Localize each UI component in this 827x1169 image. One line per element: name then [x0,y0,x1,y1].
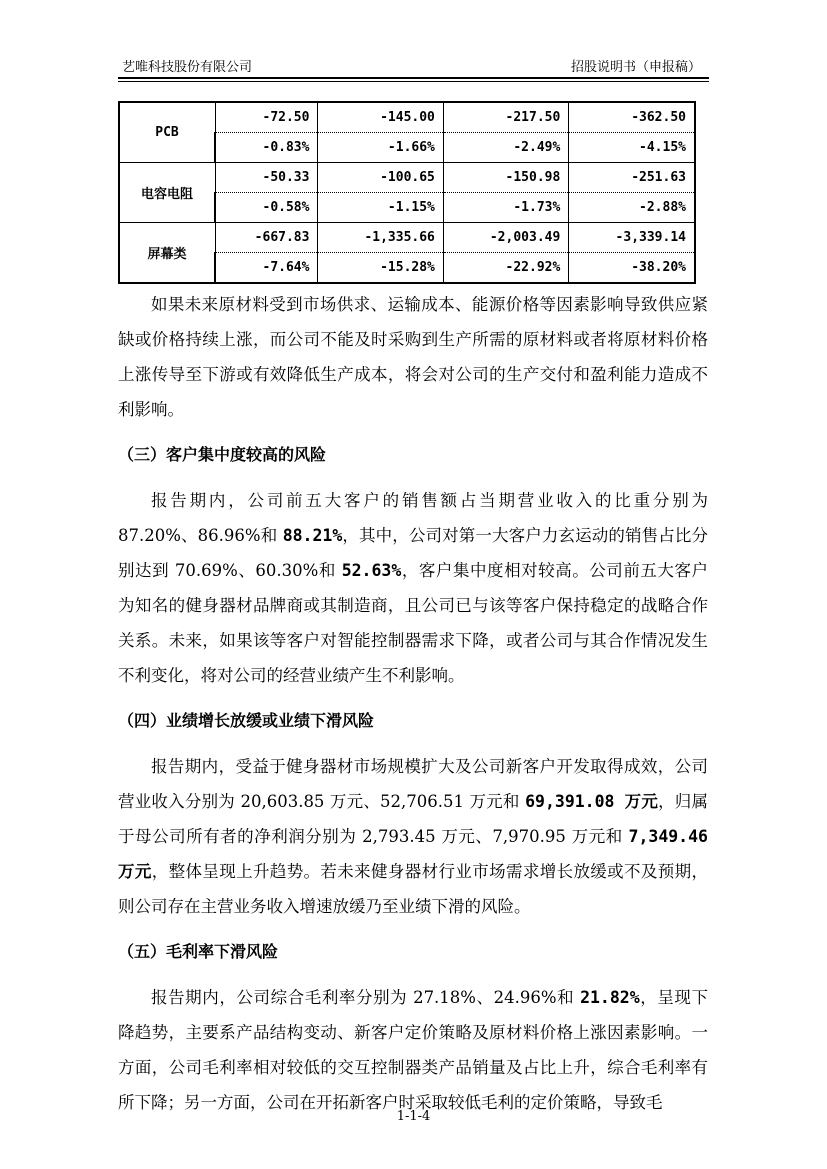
text-run: 报告期内，公司前五大客户的销售额占当期营业收入的比重分别为 87.20%、86.96%和 [118,491,708,545]
table-cell: -667.83 [215,223,318,253]
table-cell: -7.64% [215,253,318,284]
table-cell: -2,003.49 [443,223,568,253]
table-cell: -145.00 [318,102,443,133]
table-row [119,163,695,193]
table-cell: -251.63 [569,163,695,193]
row-label: 电容电阻 [119,163,215,223]
text-bold: 7,349.46 万元 [118,827,708,881]
body-text [118,287,708,1120]
paragraph-raw-material: 如果未来原材料受到市场供求、运输成本、能源价格等因素影响导致供应紧缺或价格持续上涨，而公司不能及时采购到生产所需的原材料或者将原材料价格上涨传导至下游或有效降低生产成本，将会对公司的生产交付和盈利能力造成不利影响。 [118,295,708,419]
text-bold: 21.82% [580,988,640,1007]
table-cell: -362.50 [569,102,695,133]
table-cell: -0.83% [215,133,318,163]
text-bold: 69,391.08 万元 [525,792,659,811]
table-row [119,223,695,253]
paragraph-gross-margin-risk [118,980,708,1120]
text-bold: 52.63% [341,561,402,580]
table-cell: -1.15% [318,193,443,223]
heading-performance-risk: （四）业绩增长放缓或业绩下滑风险 [118,711,375,730]
text-run: 报告期内，公司综合毛利率分别为 27.18%、24.96%和 [151,988,581,1007]
table-cell: -150.98 [443,163,568,193]
table-cell: -3,339.14 [569,223,695,253]
page-number: 1-1-4 [396,1109,431,1124]
heading-customer-concentration: （三）客户集中度较高的风险 [118,445,327,464]
table-cell: -2.49% [443,133,568,163]
table-row [119,102,695,133]
paragraph-customer-concentration [118,483,708,693]
table-cell: -1.73% [443,193,568,223]
table-cell: -100.65 [318,163,443,193]
text-run: 报告期内，受益于健身器材市场规模扩大及公司新客户开发取得成效，公司营业收入分别为 20,603.85 万元、52,706.51 万元和 [118,757,708,811]
row-label: PCB [119,102,215,163]
table-cell: -1,335.66 [318,223,443,253]
paragraph-performance-risk [118,749,708,924]
table-cell: -38.20% [569,253,695,284]
table-cell: -4.15% [569,133,695,163]
text-bold: 88.21% [282,526,343,545]
row-label: 屏幕类 [119,223,215,284]
table-cell: -1.66% [318,133,443,163]
heading-gross-margin-risk: （五）毛利率下滑风险 [118,942,279,961]
text-run: ，整体呈现上升趋势。若未来健身器材行业市场需求增长放缓或不及预期，则公司存在主营业务收入增速放缓乃至业绩下滑的风险。 [118,862,709,916]
text-run: ，其中，公司对第一大客户力玄运动的销售占比分别达到 70.69%、60.30%和 [118,526,708,580]
table-cell: -0.58% [215,193,318,223]
header-rule [118,77,709,79]
page-header [118,54,709,76]
sensitivity-table [118,101,696,284]
table-cell: -2.88% [569,193,695,223]
header-rule-thin [118,81,709,82]
table-cell: -217.50 [443,102,568,133]
table-cell: -15.28% [318,253,443,284]
header-company: 艺唯科技股份有限公司 [122,60,253,75]
text-run: ，客户集中度相对较高。公司前五大客户为知名的健身器材品牌商或其制造商，且公司已与该等客户保持稳定的战略合作关系。未来，如果该等客户对智能控制器需求下降，或者公司与其合作情况发生不利变化，将对公司的经营业绩产生不利影响。 [118,561,709,685]
table-cell: -50.33 [215,163,318,193]
header-doc-title: 招股说明书（申报稿） [570,60,701,75]
table-cell: -22.92% [443,253,568,284]
table-cell: -72.50 [215,102,318,133]
text-run: ，呈现下降趋势，主要系产品结构变动、新客户定价策略及原材料价格上涨因素影响。一方面，公司毛利率相对较低的交互控制器类产品销量及占比上升，综合毛利率有所下降；另一方面，公司在开拓新客户时采取较低毛利的定价策略，导致毛 [118,988,709,1112]
text-run: ，归属于母公司所有者的净利润分别为 2,793.45 万元、7,970.95 万元和 [118,792,708,846]
